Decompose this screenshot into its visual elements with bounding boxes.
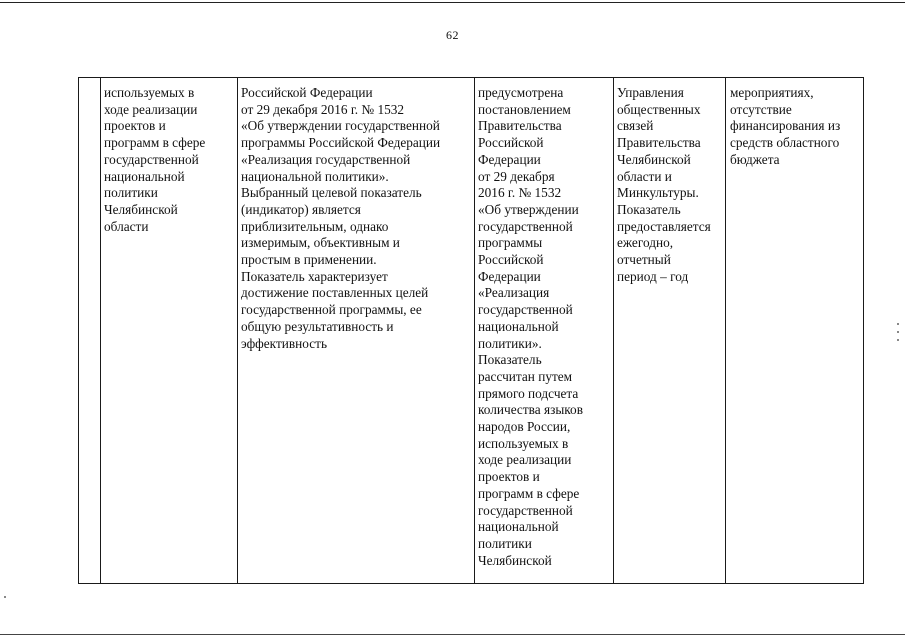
table-cell-risks: мероприятиях, отсутствие финансирования из средств областного бюджета bbox=[730, 85, 841, 167]
table-col-divider-3 bbox=[474, 77, 475, 584]
table-bottom-border bbox=[78, 583, 864, 584]
table-col-divider-4 bbox=[613, 77, 614, 584]
table-col-divider-2 bbox=[237, 77, 238, 584]
table-col-divider-1 bbox=[100, 77, 101, 584]
bottom-border-line bbox=[0, 634, 905, 635]
scan-artifact bbox=[4, 596, 6, 598]
table-right-border bbox=[863, 77, 864, 584]
table-cell-methodology: предусмотрена постановлением Правительства Российской Федерации от 29 декабря 2016 г. № 1532 «Об утверждении государственной программы Российской Федерации «Реализация государственной национальной политики». Показатель рассчитан путем прямого подсчета количества языков народов России, используемых в ходе реализации проектов и программ в сфере государственной национальной политики Челябинской bbox=[478, 85, 583, 568]
page-number: 62 bbox=[446, 28, 459, 42]
table-left-border bbox=[78, 77, 79, 584]
top-border-line bbox=[0, 2, 905, 3]
scan-artifact bbox=[897, 331, 899, 333]
table-cell-indicator-name: используемых в ходе реализации проектов и программ в сфере государственной национальной политики Челябинской области bbox=[104, 85, 206, 234]
table-col-divider-5 bbox=[725, 77, 726, 584]
scan-artifact bbox=[897, 339, 899, 341]
table-cell-source: Российской Федерации от 29 декабря 2016 г. № 1532 «Об утверждении государственной программы Российской Федерации «Реализация государственной национальной политики». Выбранный целевой показатель (индикатор) является приблизительным, однако измеримым, объективным и простым в применении. Показатель характеризует достижение поставленных целей государственной программы, ее общую результативность и эффективность bbox=[241, 85, 441, 351]
table-cell-responsible: Управления общественных связей Правительства Челябинской области и Минкультуры. Показатель предоставляется ежегодно, отчетный период – год bbox=[617, 85, 711, 284]
table-top-border bbox=[78, 77, 864, 78]
scan-artifact bbox=[897, 323, 899, 325]
